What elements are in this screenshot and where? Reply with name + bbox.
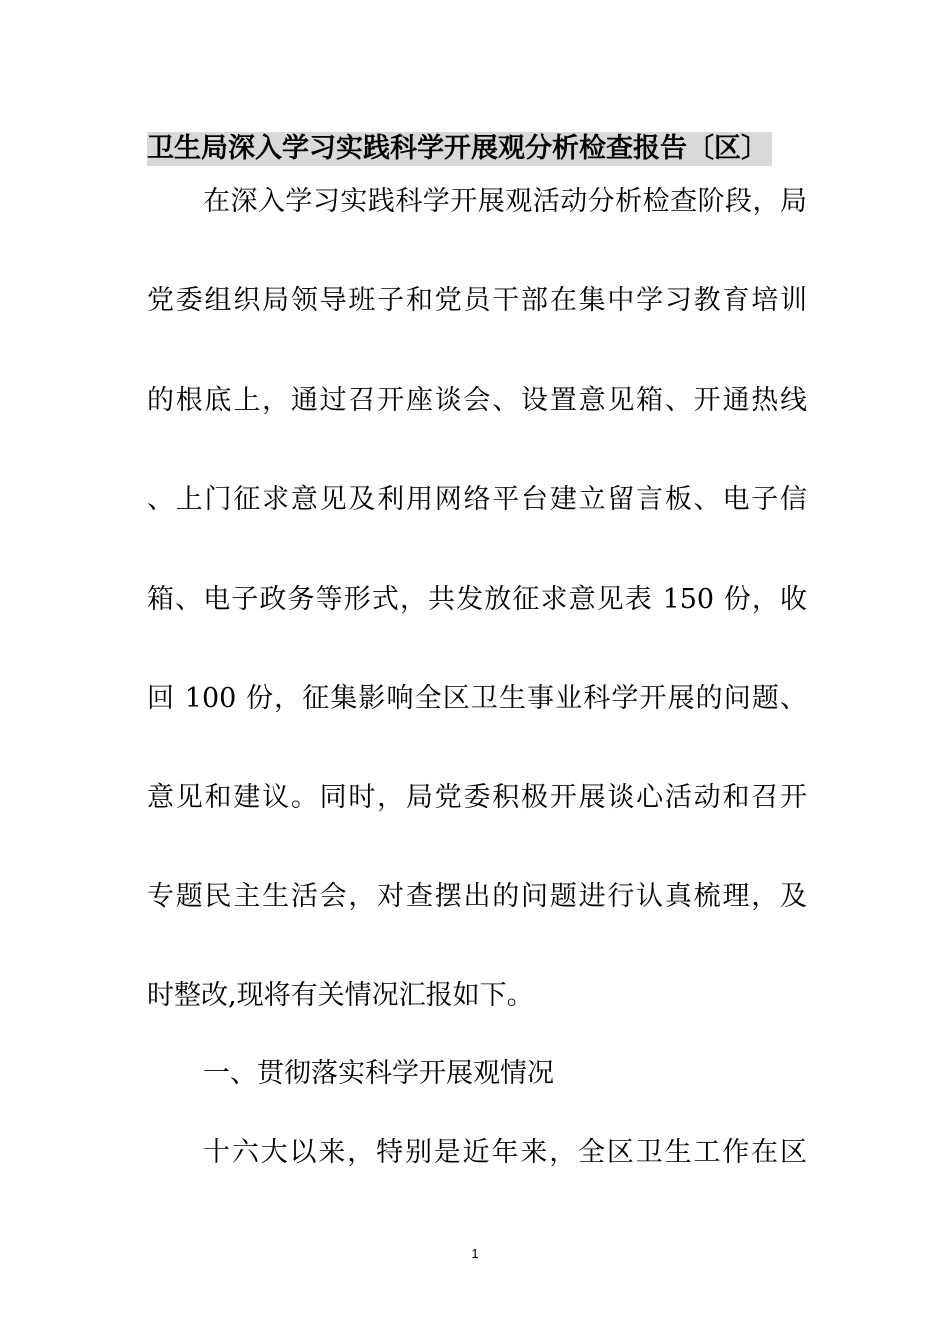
paragraph1-line-2: 党委组织局领导班子和党员干部在集中学习教育培训 (147, 285, 807, 316)
paragraph1-line-5: 箱、电子政务等形式，共发放征求意见表 150 份，收 (147, 584, 807, 615)
paragraph1-line-6: 回 100 份，征集影响全区卫生事业科学开展的问题、 (147, 683, 807, 714)
paragraph1-line-4: 、上门征求意见及利用网络平台建立留言板、电子信 (147, 484, 807, 515)
page-number: 1 (471, 1246, 479, 1261)
paragraph1-line-9: 时整改,现将有关情况汇报如下。 (147, 980, 534, 1011)
document-title: 卫生局深入学习实践科学开展观分析检查报告〔区〕 (147, 132, 772, 166)
paragraph2-line-1: 十六大以来，特别是近年来，全区卫生工作在区 (203, 1137, 807, 1168)
paragraph1-line-3: 的根底上，通过召开座谈会、设置意见箱、开通热线 (147, 385, 807, 416)
paragraph1-line-8: 专题民主生活会，对查摆出的问题进行认真梳理，及 (147, 881, 807, 912)
paragraph1-line-1: 在深入学习实践科学开展观活动分析检查阶段，局 (203, 186, 807, 217)
paragraph1-line-7: 意见和建议。同时，局党委积极开展谈心活动和召开 (147, 782, 807, 813)
section1-heading: 一、贯彻落实科学开展观情况 (203, 1058, 554, 1089)
